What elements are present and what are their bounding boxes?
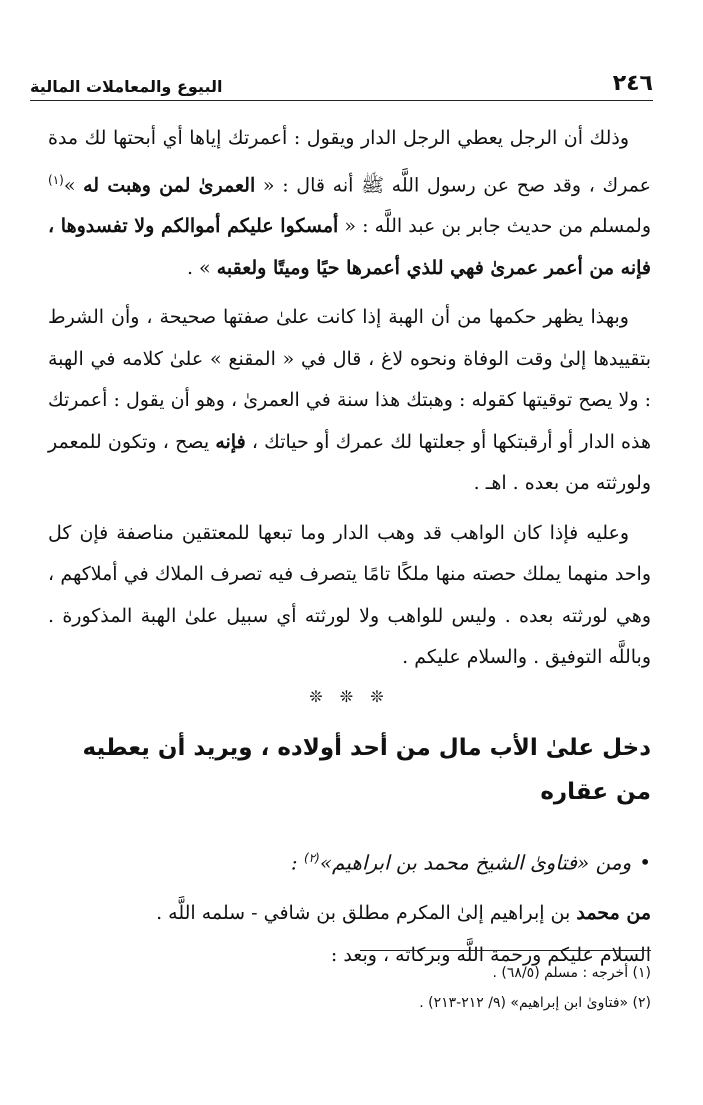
footnote-divider	[360, 950, 651, 951]
footnote-1: (١) أخرجه : مسلم (٦٨/٥) .	[492, 965, 651, 981]
source-citation	[48, 838, 651, 883]
section-title: دخل علىٰ الأب مال من أحد أولاده ، ويريد أن يعطيه من عقاره	[82, 734, 651, 805]
bullet-marker: •	[639, 850, 651, 875]
paragraph-1-text-a: وذلك أن الرجل يعطي الرجل الدار ويقول : أعمرتك إياها أي أبحتها لك مدة عمرك ، وقد صح عن رسول اللَّه ﷺ أنه قال : «	[48, 127, 652, 196]
source-text: ومن «فتاوىٰ الشيخ محمد بن ابراهيم»	[319, 850, 632, 875]
paragraph-3-text: وعليه فإذا كان الواهب قد وهب الدار وما تبعها للمعتقين مناصفة فإن كل واحد منهما يملك حصته منها ملكًا تامًا يتصرف فيه تصرف الملاك في أملاكهم ، وهي لورثته بعده . وليس للواهب ولا لورثته أي سبيل علىٰ الهبة المذكورة . وباللَّه التوفيق . والسلام عليكم .	[48, 521, 651, 669]
footnotes	[48, 958, 651, 1018]
section-separator: ❊ ❊ ❊	[309, 686, 390, 706]
page-header	[30, 62, 653, 101]
footnote-ref-1: (١)	[48, 172, 64, 187]
footnote-2: (٢) «فتاوىٰ ابن إبراهيم» (٩/ ٢١٢-٢١٣) .	[419, 995, 651, 1011]
letter-sender-line	[48, 892, 651, 934]
paragraph-2-text-b: يصح ، وتكون للمعمر ولورثته من بعده . اهـ .	[48, 430, 651, 495]
letter-sender-bold: من محمد	[576, 902, 651, 925]
hadith-quote-1: العمرىٰ لمن وهبت له	[83, 173, 256, 196]
page-number: ٢٤٦	[612, 71, 653, 96]
paragraph-1-text-c: ولمسلم من حديث جابر بن عبد اللَّه : «	[338, 215, 651, 238]
page-body	[48, 118, 651, 976]
paragraph-2-text-a: وبهذا يظهر حكمها من أن الهبة إذا كانت علىٰ صفتها صحيحة ، وأن الشرط بتقييدها إلىٰ وقت الوفاة ونحوه لاغ ، قال في « المقنع » علىٰ كلامه في الهبة : ولا يصح توقيتها كقوله : وهبتك هذا سنة في العمرىٰ ، وهو أن يقول : أعمرتك هذه الدار أو أرقبتكها أو جعلتها لك عمرك أو حياتك ،	[48, 306, 652, 453]
source-colon: :	[290, 850, 304, 875]
running-title: البيوع والمعاملات المالية	[30, 77, 223, 96]
paragraph-3	[48, 513, 651, 679]
paragraph-1	[48, 118, 651, 289]
paragraph-1-text-b: »	[63, 173, 84, 196]
letter-greeting-line: السلام عليكم ورحمة اللَّه وبركاته ، وبعد :	[330, 944, 651, 967]
paragraph-2-bold: فإنه	[215, 430, 246, 453]
hadith-quote-2: أمسكوا عليكم أموالكم ولا تفسدوها ، فإنه من أعمر عمرىٰ فهي للذي أعمرها حيًا وميتًا ولعقبه	[48, 215, 651, 279]
paragraph-2	[48, 297, 651, 505]
footnote-ref-2: (٢)	[303, 850, 320, 865]
paragraph-1-text-d: » .	[186, 256, 217, 279]
letter-sender-rest: بن إبراهيم إلىٰ المكرم مطلق بن شافي - سلمه اللَّه .	[156, 902, 577, 925]
